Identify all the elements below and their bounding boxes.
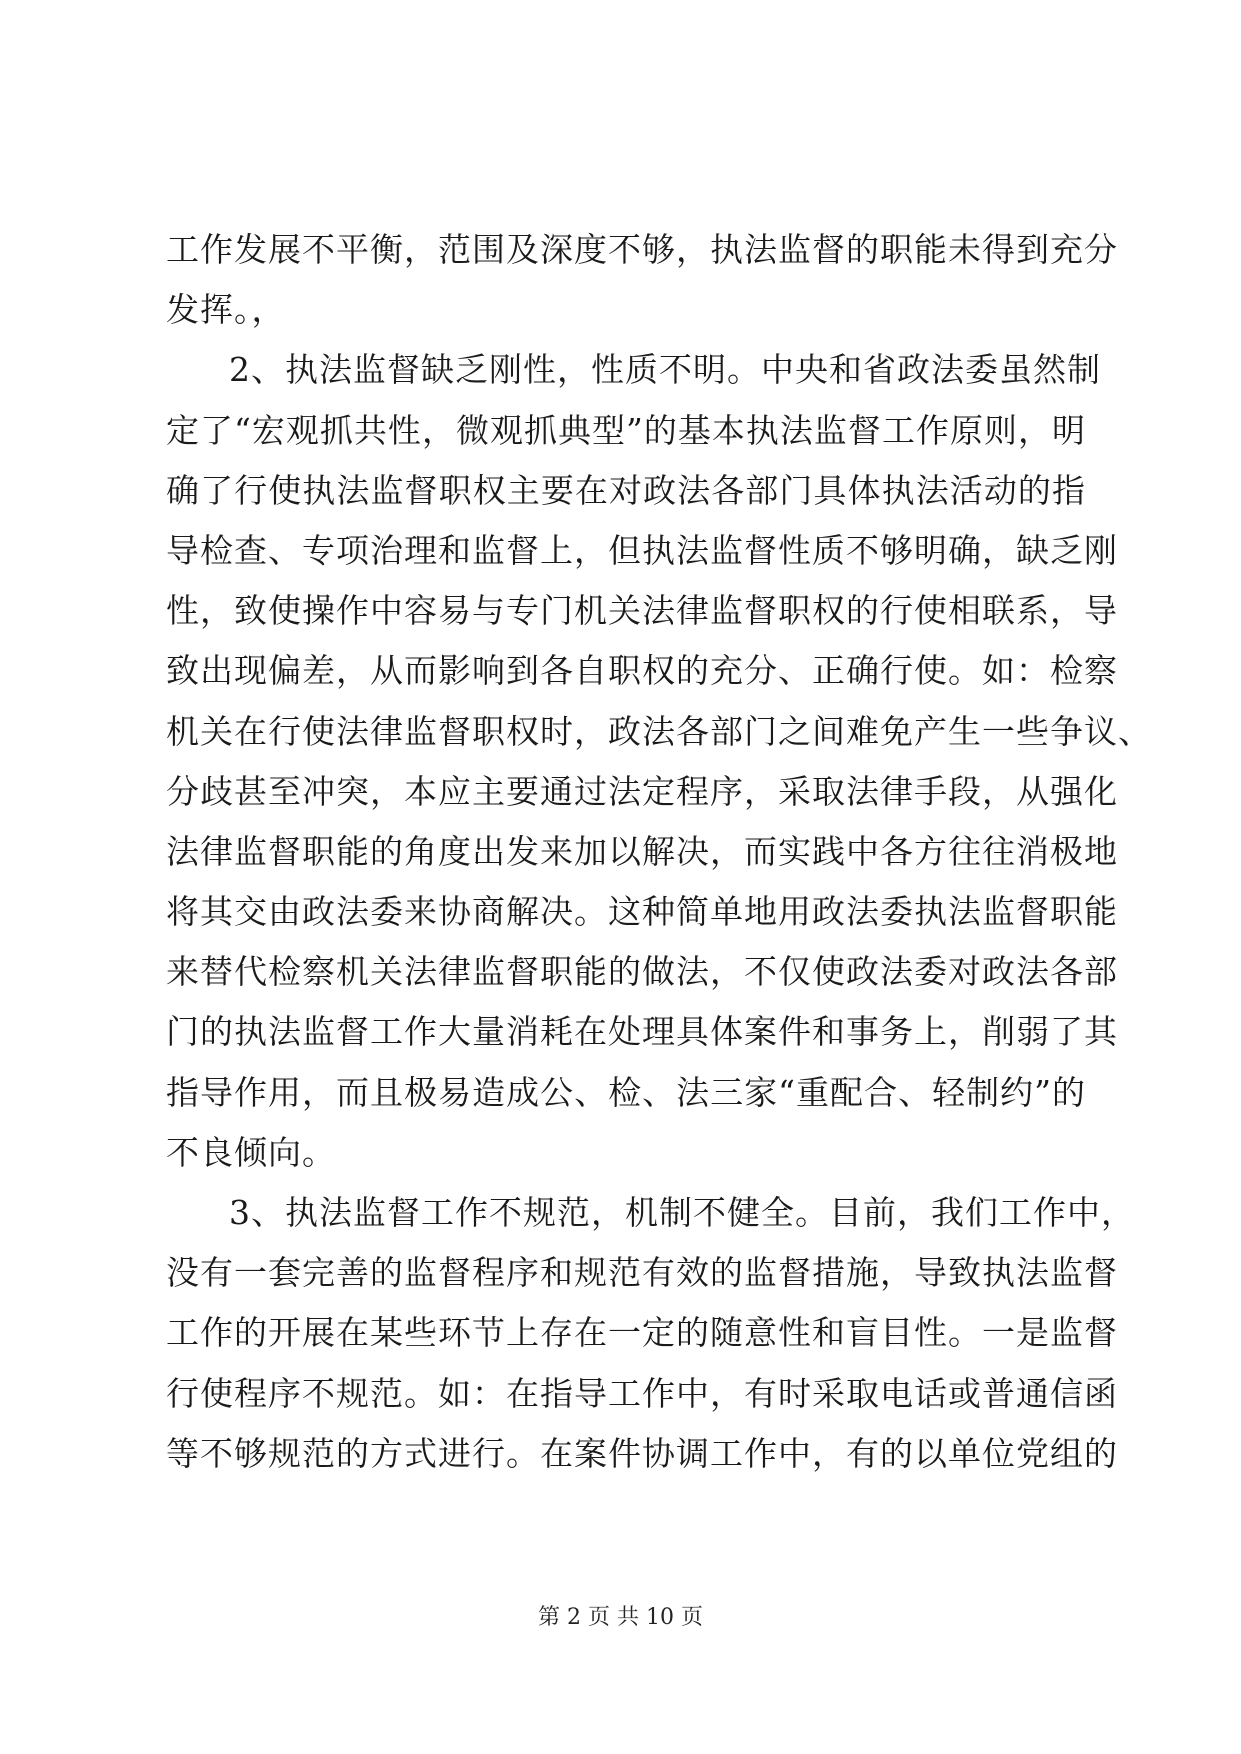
- text-line: 不良倾向。: [166, 1132, 336, 1172]
- text-line: 工作发展不平衡，范围及深度不够，执法监督的职能未得到充分: [166, 230, 1118, 269]
- text-line: 性，致使操作中容易与专门机关法律监督职权的行使相联系，导: [166, 591, 1118, 631]
- text-line: 指导作用，而且极易造成公、检、法三家“重配合、轻制约”的: [166, 1072, 1086, 1112]
- text-line: 致出现偏差，从而影响到各自职权的充分、正确行使。如：检察: [166, 651, 1118, 691]
- document-body: [166, 220, 1152, 1484]
- text-line: 没有一套完善的监督程序和规范有效的监督措施，导致执法监督: [166, 1253, 1118, 1293]
- text-line: 3、执法监督工作不规范，机制不健全。目前，我们工作中，: [229, 1193, 1135, 1232]
- text-line: 确了行使执法监督职权主要在对政法各部门具体执法活动的指: [166, 470, 1086, 510]
- text-line: 行使程序不规范。如：在指导工作中，有时采取电话或普通信函: [166, 1373, 1118, 1413]
- text-line: 定了“宏观抓共性，微观抓典型”的基本执法监督工作原则，明: [166, 410, 1086, 450]
- page-number-footer: 第 2 页 共 10 页: [538, 1605, 703, 1630]
- text-line: 法律监督职能的角度出发来加以解决，而实践中各方往往消极地: [166, 831, 1118, 871]
- text-line: 机关在行使法律监督职权时，政法各部门之间难免产生一些争议、: [166, 711, 1152, 751]
- text-line: 导检查、专项治理和监督上，但执法监督性质不够明确，缺乏刚: [166, 530, 1118, 570]
- text-line: 来替代检察机关法律监督职能的做法，不仅使政法委对政法各部: [166, 952, 1118, 992]
- text-line: 分歧甚至冲突，本应主要通过法定程序，采取法律手段，从强化: [166, 771, 1118, 811]
- text-line: 发挥。，: [166, 290, 286, 330]
- text-line: 将其交由政法委来协商解决。这种简单地用政法委执法监督职能: [166, 892, 1118, 932]
- text-line: 工作的开展在某些环节上存在一定的随意性和盲目性。一是监督: [166, 1313, 1118, 1353]
- text-line: 2、执法监督缺乏刚性，性质不明。中央和省政法委虽然制: [229, 350, 1101, 390]
- text-line: 门的执法监督工作大量消耗在处理具体案件和事务上，削弱了其: [166, 1012, 1118, 1052]
- text-line: 等不够规范的方式进行。在案件协调工作中，有的以单位党组的: [166, 1433, 1118, 1473]
